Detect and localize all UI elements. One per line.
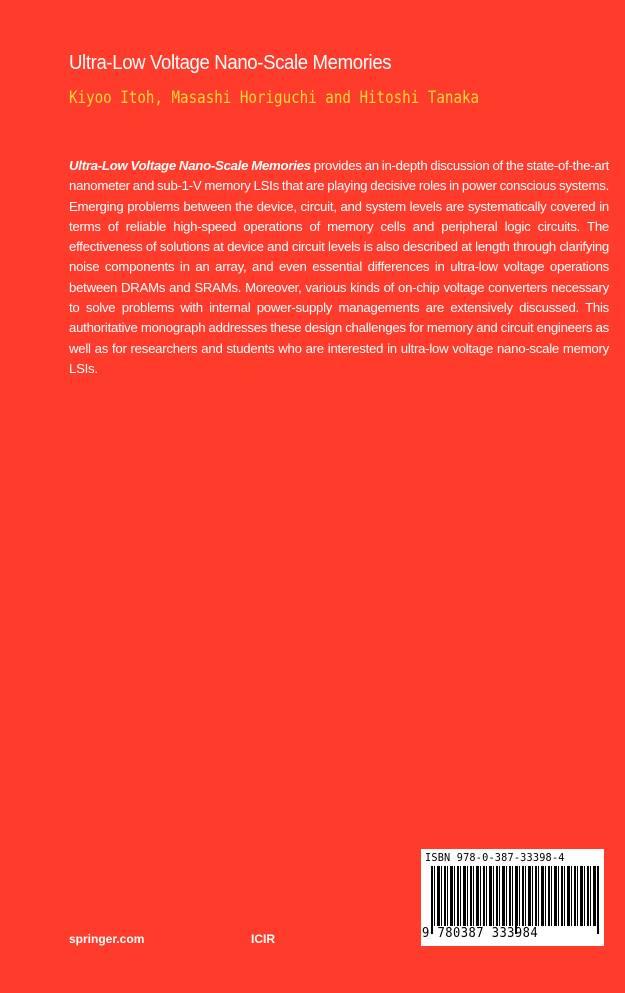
barcode-guard-center: [515, 866, 517, 934]
description-lead-title: Ultra-Low Voltage Nano-Scale Memories: [69, 158, 311, 173]
barcode-icon: [431, 866, 599, 926]
isbn-label: ISBN 978-0-387-33398-4: [425, 851, 565, 864]
description-body: provides an in-depth discussion of the state-of-the-art nanometer and sub-1-V memory LSIs that are playing decisive roles in power conscious systems. Emerging problems between the device, circuit, and system levels are systematically covered in terms of reliable high-speed operations of memory cells and peripheral logic circuits. The effectiveness of solutions at device and circuit levels is also described at length through clarifying noise components in an array, and even essential differences in ultra-low voltage operations between DRAMs and SRAMs. Moreover, various kinds of on-chip voltage converters necessary to solve problems with internal power-supply managements are extensively discussed. This authoritative monograph addresses these design challenges for memory and circuit engineers as well as for researchers and students who are interested in ultra-low voltage nano-scale memory LSIs.: [69, 158, 609, 376]
isbn-barcode-panel: [421, 849, 604, 946]
barcode-guard-left: [431, 866, 433, 934]
publisher-website[interactable]: springer.com: [69, 932, 145, 946]
barcode-digits: 9 780387 333984: [422, 926, 539, 941]
book-title: Ultra-Low Voltage Nano-Scale Memories: [69, 52, 392, 74]
book-description: [69, 156, 609, 379]
book-authors: Kiyoo Itoh, Masashi Horiguchi and Hitoshi Tanaka: [69, 88, 480, 107]
barcode-guard-right: [597, 866, 599, 934]
classification-code: ICIR: [251, 932, 275, 946]
